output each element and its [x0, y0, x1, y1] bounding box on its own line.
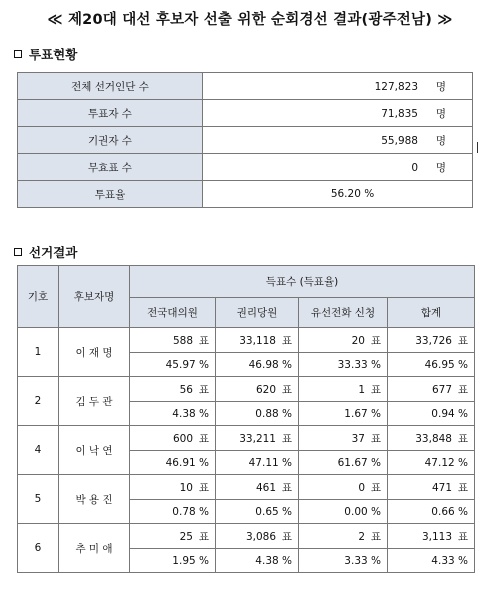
header-col: 권리당원 [216, 298, 299, 328]
vote-pct-cell: 1.67 % [299, 402, 388, 426]
vote-count-cell: 461 표 [216, 475, 299, 500]
vote-pct-cell: 61.67 % [299, 451, 388, 475]
candidate-name: 김 두 관 [59, 377, 130, 426]
candidate-name: 이 재 명 [59, 328, 130, 377]
vote-count-cell: 20 표 [299, 328, 388, 353]
candidate-number: 4 [18, 426, 59, 475]
vote-count-cell: 3,113 표 [388, 524, 475, 549]
row-label: 무효표 수 [18, 154, 203, 181]
header-col: 유선전화 신청 [299, 298, 388, 328]
vote-status-table [17, 72, 473, 208]
table-row [18, 127, 473, 154]
table-row [18, 100, 473, 127]
vote-pct-cell: 47.11 % [216, 451, 299, 475]
vote-pct-cell: 0.88 % [216, 402, 299, 426]
candidate-number: 6 [18, 524, 59, 573]
checkbox-square-icon [14, 248, 22, 256]
header-row [18, 266, 475, 298]
section-label: 투표현황 [29, 47, 78, 62]
vote-count-cell: 600 표 [130, 426, 216, 451]
vote-count-cell: 33,211 표 [216, 426, 299, 451]
results-table [17, 265, 475, 573]
vote-pct-cell: 47.12 % [388, 451, 475, 475]
vote-count-cell: 33,726 표 [388, 328, 475, 353]
section-heading-results [14, 243, 77, 261]
checkbox-square-icon [14, 50, 22, 58]
vote-count-cell: 10 표 [130, 475, 216, 500]
vote-count-cell: 56 표 [130, 377, 216, 402]
candidate-name: 박 용 진 [59, 475, 130, 524]
vote-count-cell: 3,086 표 [216, 524, 299, 549]
vote-count-cell: 1 표 [299, 377, 388, 402]
row-label: 기권자 수 [18, 127, 203, 154]
vote-count-cell: 33,118 표 [216, 328, 299, 353]
vote-count-cell: 33,848 표 [388, 426, 475, 451]
candidate-count-row [18, 426, 475, 451]
header-num: 기호 [18, 266, 59, 328]
candidate-count-row [18, 524, 475, 549]
table-row [18, 154, 473, 181]
candidate-number: 1 [18, 328, 59, 377]
vote-count-cell: 471 표 [388, 475, 475, 500]
table-row [18, 181, 473, 208]
vote-count-cell: 37 표 [299, 426, 388, 451]
candidate-count-row [18, 475, 475, 500]
vote-pct-cell: 4.38 % [130, 402, 216, 426]
vote-pct-cell: 1.95 % [130, 549, 216, 573]
vote-pct-cell: 0.94 % [388, 402, 475, 426]
page-title: ≪ 제20대 대선 후보자 선출 위한 순회경선 결과(광주전남) ≫ [47, 12, 453, 28]
vote-pct-cell: 33.33 % [299, 353, 388, 377]
candidate-name: 추 미 애 [59, 524, 130, 573]
section-heading-vote-status [14, 45, 77, 63]
row-value: 55,988 명 [203, 127, 473, 154]
header-col: 합계 [388, 298, 475, 328]
vote-count-cell: 677 표 [388, 377, 475, 402]
vote-count-cell: 2 표 [299, 524, 388, 549]
row-value: 71,835 명 [203, 100, 473, 127]
vote-count-cell: 588 표 [130, 328, 216, 353]
vote-count-cell: 0 표 [299, 475, 388, 500]
vote-pct-cell: 0.65 % [216, 500, 299, 524]
table-row [18, 73, 473, 100]
vote-pct-cell: 4.33 % [388, 549, 475, 573]
vote-pct-cell: 0.00 % [299, 500, 388, 524]
row-value: 0 명 [203, 154, 473, 181]
row-label: 투표율 [18, 181, 203, 208]
vote-pct-cell: 46.91 % [130, 451, 216, 475]
candidate-number: 2 [18, 377, 59, 426]
vote-count-cell: 25 표 [130, 524, 216, 549]
turnout-value: 56.20 % [203, 181, 473, 208]
section-label: 선거결과 [29, 245, 78, 260]
vote-pct-cell: 4.38 % [216, 549, 299, 573]
vote-count-cell: 620 표 [216, 377, 299, 402]
candidate-name: 이 낙 연 [59, 426, 130, 475]
vote-pct-cell: 0.78 % [130, 500, 216, 524]
candidate-count-row [18, 377, 475, 402]
vote-pct-cell: 46.98 % [216, 353, 299, 377]
vote-pct-cell: 45.97 % [130, 353, 216, 377]
row-label: 투표자 수 [18, 100, 203, 127]
vote-pct-cell: 0.66 % [388, 500, 475, 524]
header-col: 전국대의원 [130, 298, 216, 328]
vote-pct-cell: 46.95 % [388, 353, 475, 377]
stray-mark [477, 142, 478, 153]
header-name: 후보자명 [59, 266, 130, 328]
candidate-count-row [18, 328, 475, 353]
vote-pct-cell: 3.33 % [299, 549, 388, 573]
row-value: 127,823 명 [203, 73, 473, 100]
candidate-number: 5 [18, 475, 59, 524]
row-label: 전체 선거인단 수 [18, 73, 203, 100]
header-group: 득표수 (득표율) [130, 266, 475, 298]
